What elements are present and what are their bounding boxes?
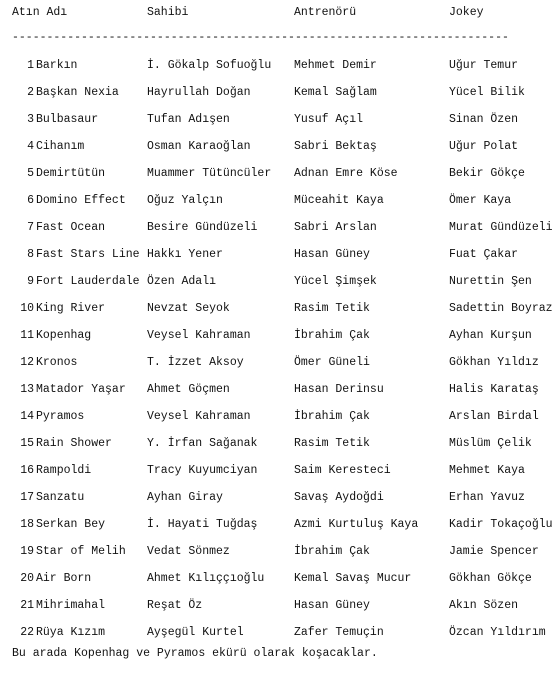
row-number: 12 [20, 356, 34, 369]
horse-name: Fort Lauderdale [36, 275, 140, 288]
trainer-name: Yusuf Açıl [294, 113, 364, 126]
trainer-name: Sabri Bektaş [294, 140, 377, 153]
table-row [0, 113, 558, 127]
table-row [0, 302, 558, 316]
owner-name: Özen Adalı [147, 275, 217, 288]
trainer-name: Saim Keresteci [294, 464, 391, 477]
row-number: 8 [27, 248, 34, 261]
trainer-name: Ömer Güneli [294, 356, 370, 369]
owner-name: Ayşegül Kurtel [147, 626, 244, 639]
row-number: 5 [27, 167, 34, 180]
horse-name: Star of Melih [36, 545, 126, 558]
horse-name: Sanzatu [36, 491, 85, 504]
trainer-name: İbrahim Çak [294, 329, 370, 342]
header-trainer: Antrenörü [294, 6, 357, 19]
jockey-name: Özcan Yıldırım [449, 626, 546, 639]
owner-name: İ. Gökalp Sofuoğlu [147, 59, 272, 72]
jockey-name: Uğur Polat [449, 140, 519, 153]
table-row [0, 356, 558, 370]
jockey-name: Bekir Gökçe [449, 167, 525, 180]
trainer-name: Hasan Güney [294, 248, 370, 261]
row-number: 20 [20, 572, 34, 585]
owner-name: Tracy Kuyumciyan [147, 464, 258, 477]
header-horse-name: Atın Adı [12, 6, 68, 19]
jockey-name: Fuat Çakar [449, 248, 519, 261]
row-number: 22 [20, 626, 34, 639]
trainer-name: Müceahit Kaya [294, 194, 384, 207]
owner-name: Ahmet Göçmen [147, 383, 230, 396]
horse-name: Bulbasaur [36, 113, 99, 126]
jockey-name: Yücel Bilik [449, 86, 525, 99]
owner-name: İ. Hayati Tuğdaş [147, 518, 258, 531]
header-jockey: Jokey [449, 6, 484, 19]
jockey-name: Akın Sözen [449, 599, 519, 612]
jockey-name: Nurettin Şen [449, 275, 532, 288]
owner-name: Nevzat Seyok [147, 302, 230, 315]
row-number: 11 [20, 329, 34, 342]
jockey-name: Arslan Birdal [449, 410, 539, 423]
row-number: 14 [20, 410, 34, 423]
horse-name: Serkan Bey [36, 518, 106, 531]
row-number: 16 [20, 464, 34, 477]
owner-name: Tufan Adışen [147, 113, 230, 126]
horse-name: Kronos [36, 356, 78, 369]
jockey-name: Kadir Tokaçoğlu [449, 518, 553, 531]
owner-name: T. İzzet Aksoy [147, 356, 244, 369]
horse-name: Fast Stars Line [36, 248, 140, 261]
horse-name: Başkan Nexia [36, 86, 119, 99]
row-number: 21 [20, 599, 34, 612]
row-number: 18 [20, 518, 34, 531]
table-row [0, 275, 558, 289]
row-number: 15 [20, 437, 34, 450]
horse-name: Cihanım [36, 140, 85, 153]
horse-name: Rüya Kızım [36, 626, 106, 639]
owner-name: Besire Gündüzeli [147, 221, 258, 234]
trainer-name: İbrahim Çak [294, 545, 370, 558]
row-number: 2 [27, 86, 34, 99]
table-row [0, 86, 558, 100]
trainer-name: Kemal Savaş Mucur [294, 572, 412, 585]
horse-name: Domino Effect [36, 194, 126, 207]
horse-name: King River [36, 302, 106, 315]
trainer-name: Rasim Tetik [294, 437, 370, 450]
jockey-name: Gökhan Yıldız [449, 356, 539, 369]
trainer-name: Rasim Tetik [294, 302, 370, 315]
table-row [0, 167, 558, 181]
jockey-name: Mehmet Kaya [449, 464, 525, 477]
table-row [0, 59, 558, 73]
horse-name: Matador Yaşar [36, 383, 126, 396]
row-number: 10 [20, 302, 34, 315]
owner-name: Hakkı Yener [147, 248, 223, 261]
jockey-name: Murat Gündüzeli [449, 221, 553, 234]
table-row [0, 518, 558, 532]
table-row [0, 410, 558, 424]
row-number: 3 [27, 113, 34, 126]
trainer-name: Hasan Güney [294, 599, 370, 612]
row-number: 6 [27, 194, 34, 207]
owner-name: Vedat Sönmez [147, 545, 230, 558]
jockey-name: Halis Karataş [449, 383, 539, 396]
horse-name: Mihrimahal [36, 599, 106, 612]
jockey-name: Sinan Özen [449, 113, 519, 126]
jockey-name: Ayhan Kurşun [449, 329, 532, 342]
header-divider: ------------------------------------------------------------------------ [12, 31, 509, 44]
jockey-name: Ömer Kaya [449, 194, 512, 207]
jockey-name: Jamie Spencer [449, 545, 539, 558]
table-row [0, 329, 558, 343]
owner-name: Ayhan Giray [147, 491, 223, 504]
owner-name: Reşat Öz [147, 599, 203, 612]
trainer-name: Azmi Kurtuluş Kaya [294, 518, 419, 531]
jockey-name: Uğur Temur [449, 59, 519, 72]
trainer-name: Hasan Derinsu [294, 383, 384, 396]
table-row [0, 464, 558, 478]
owner-name: Osman Karaoğlan [147, 140, 251, 153]
footer-note: Bu arada Kopenhag ve Pyramos ekürü olarak koşacaklar. [12, 647, 378, 660]
row-number: 17 [20, 491, 34, 504]
row-number: 4 [27, 140, 34, 153]
owner-name: Ahmet Kılıççıoğlu [147, 572, 265, 585]
jockey-name: Gökhan Gökçe [449, 572, 532, 585]
trainer-name: Kemal Sağlam [294, 86, 377, 99]
table-row [0, 194, 558, 208]
owner-name: Hayrullah Doğan [147, 86, 251, 99]
table-row [0, 248, 558, 262]
trainer-name: İbrahim Çak [294, 410, 370, 423]
table-row [0, 545, 558, 559]
jockey-name: Erhan Yavuz [449, 491, 525, 504]
owner-name: Veysel Kahraman [147, 410, 251, 423]
table-row [0, 491, 558, 505]
trainer-name: Savaş Aydoğdi [294, 491, 384, 504]
trainer-name: Zafer Temuçin [294, 626, 384, 639]
table-row [0, 140, 558, 154]
jockey-name: Sadettin Boyraz [449, 302, 553, 315]
owner-name: Muammer Tütüncüler [147, 167, 272, 180]
horse-name: Rampoldi [36, 464, 92, 477]
row-number: 13 [20, 383, 34, 396]
trainer-name: Sabri Arslan [294, 221, 377, 234]
row-number: 7 [27, 221, 34, 234]
owner-name: Veysel Kahraman [147, 329, 251, 342]
trainer-name: Yücel Şimşek [294, 275, 377, 288]
row-number: 9 [27, 275, 34, 288]
trainer-name: Mehmet Demir [294, 59, 377, 72]
row-number: 1 [27, 59, 34, 72]
table-row [0, 383, 558, 397]
table-row [0, 572, 558, 586]
table-row [0, 599, 558, 613]
row-number: 19 [20, 545, 34, 558]
horse-name: Pyramos [36, 410, 85, 423]
horse-name: Air Born [36, 572, 92, 585]
table-row [0, 626, 558, 640]
header-owner: Sahibi [147, 6, 189, 19]
table-row [0, 221, 558, 235]
owner-name: Oğuz Yalçın [147, 194, 223, 207]
owner-name: Y. İrfan Sağanak [147, 437, 258, 450]
table-row [0, 437, 558, 451]
horse-name: Rain Shower [36, 437, 112, 450]
horse-name: Kopenhag [36, 329, 92, 342]
jockey-name: Müslüm Çelik [449, 437, 532, 450]
horse-name: Barkın [36, 59, 78, 72]
horse-name: Demirtütün [36, 167, 106, 180]
horse-name: Fast Ocean [36, 221, 106, 234]
trainer-name: Adnan Emre Köse [294, 167, 398, 180]
